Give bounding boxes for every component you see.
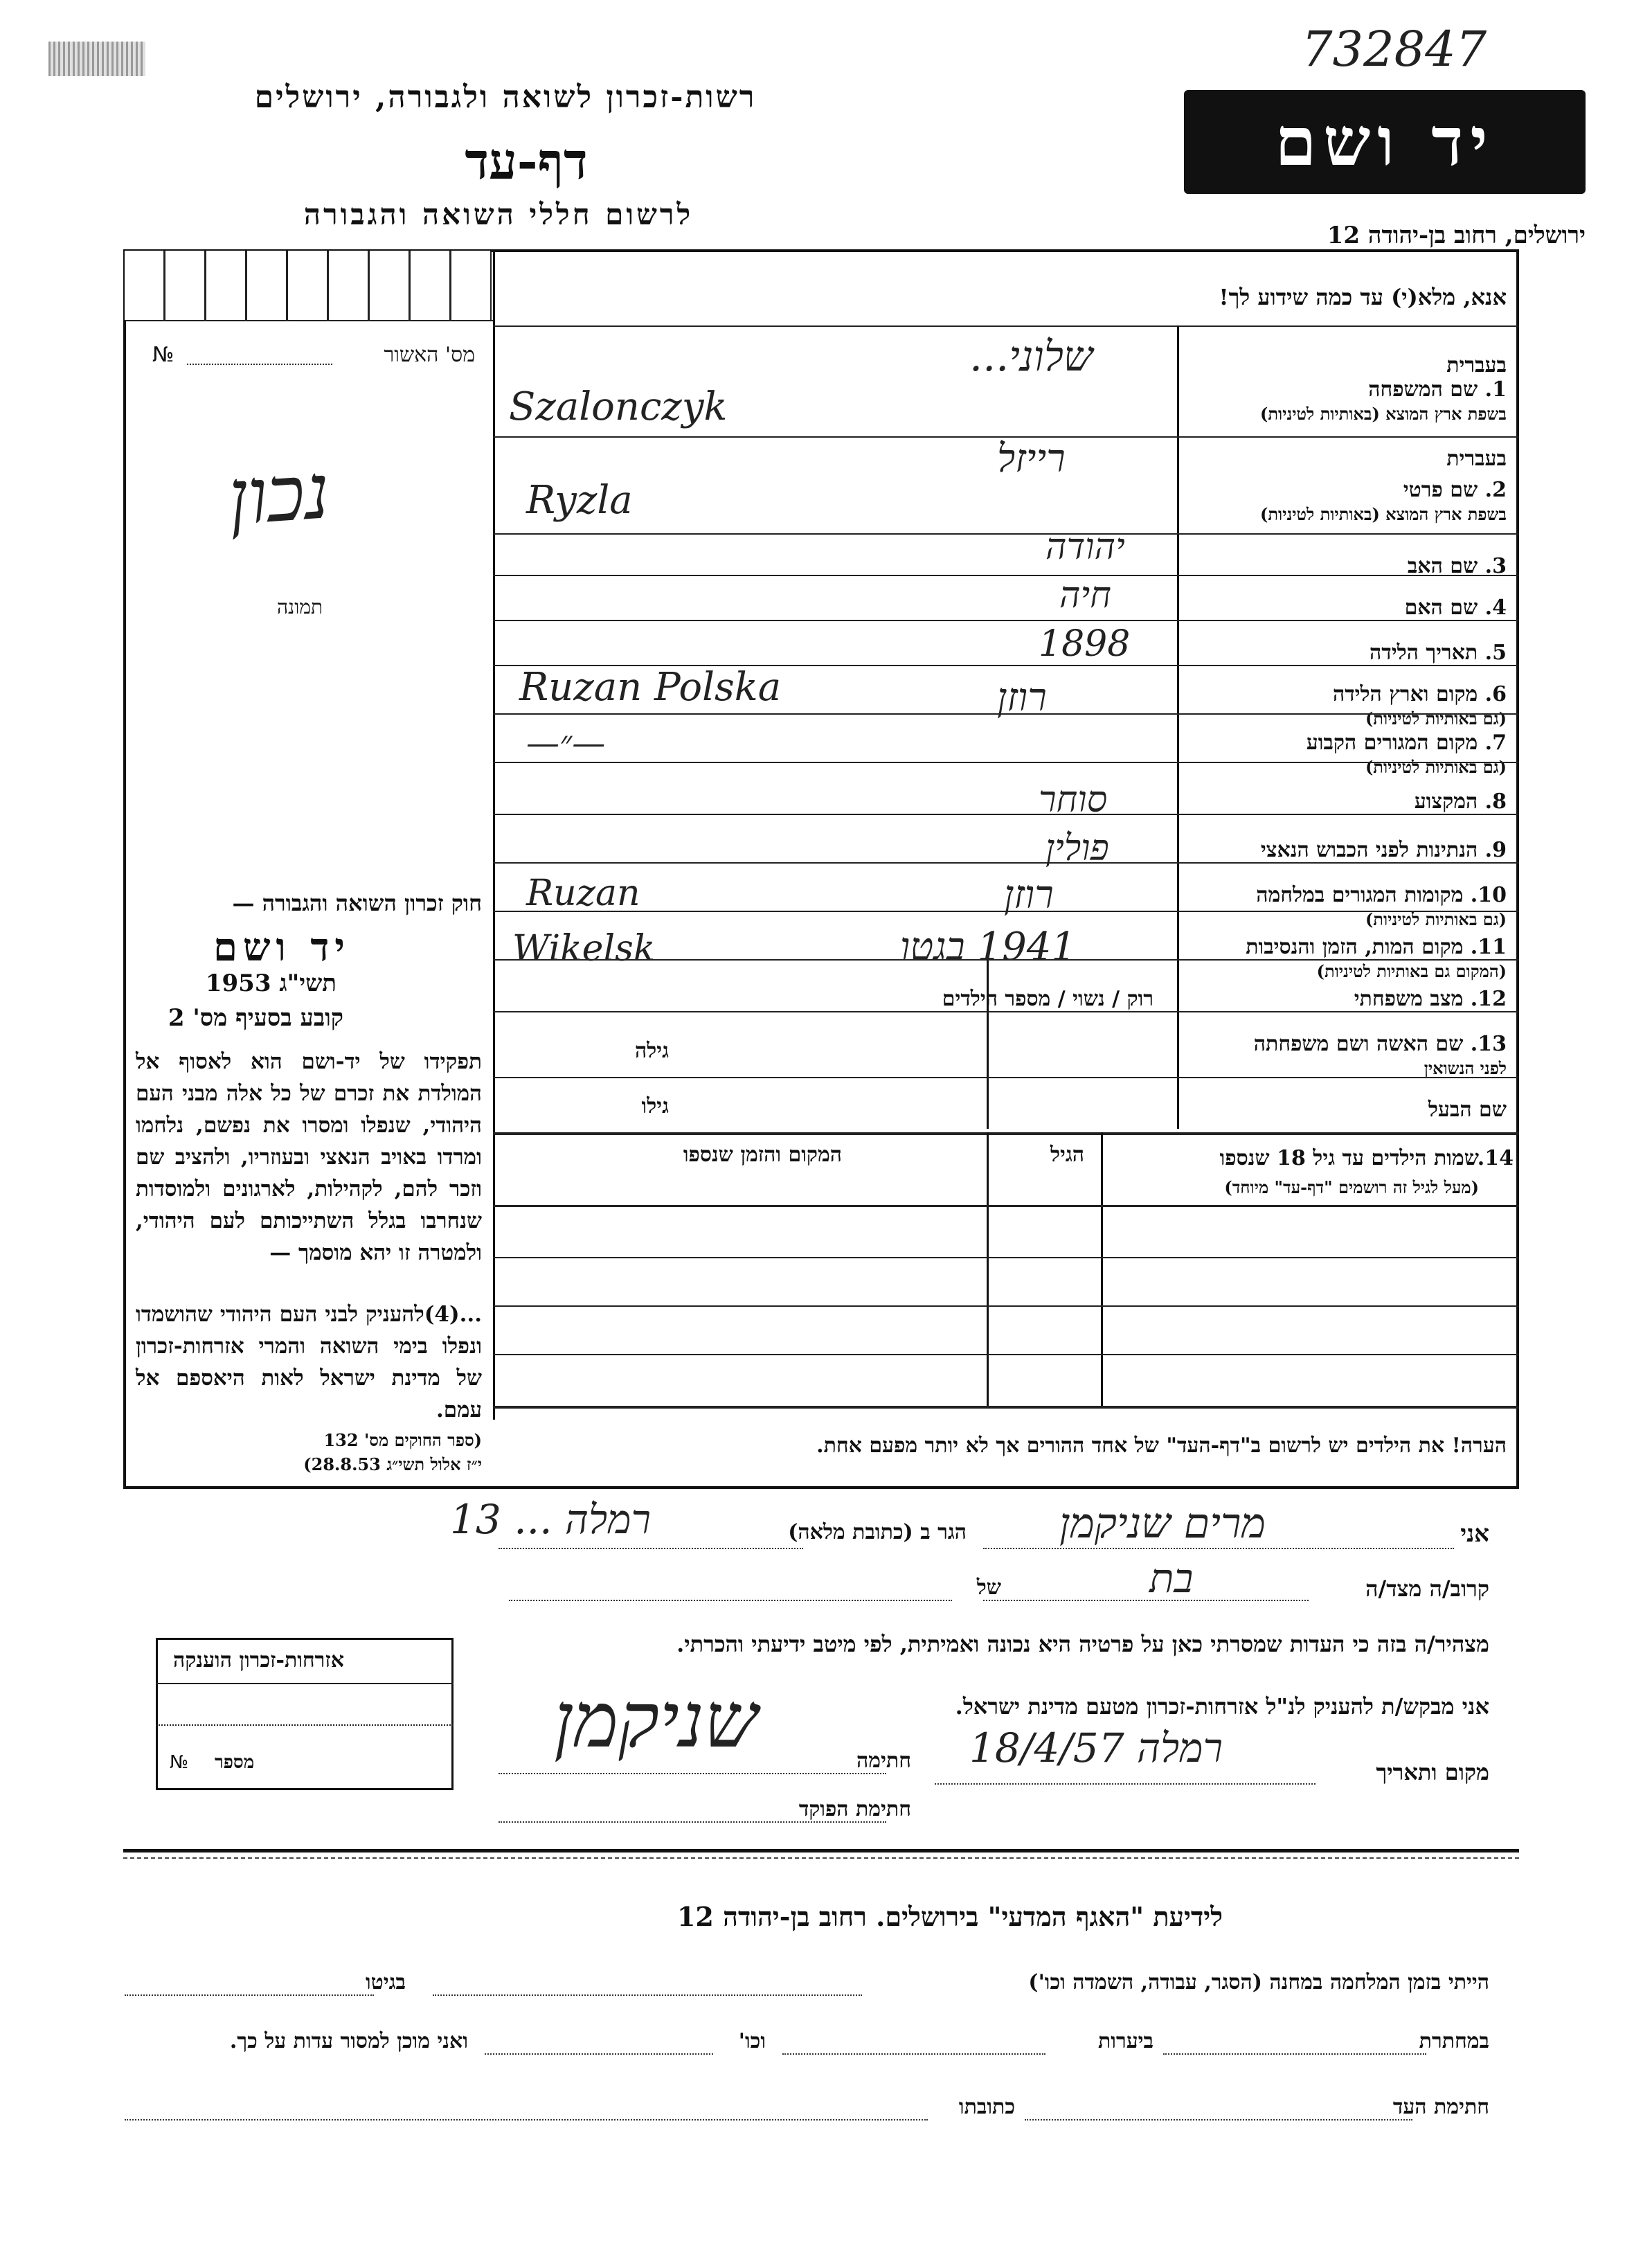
declarant-address: רמלה ... 13: [450, 1496, 651, 1543]
field-label-5: 5. תאריך הלידה: [1370, 641, 1507, 665]
form-title: דף-עד: [465, 132, 588, 190]
given-latin: Ryzla: [526, 478, 633, 523]
wartime-residence-hebrew: רוזן: [1004, 873, 1054, 918]
mother-name: חיה: [1059, 575, 1111, 616]
footer-row1-b: בגיטו: [365, 1970, 406, 1994]
field-rule: [493, 814, 1519, 815]
instruction: אנא, מלא(י) עד כמה שידוע לך!: [1219, 284, 1507, 310]
footer-row1-a: הייתי בזמן המלחמה במחנה (הסגר, עבודה, השמדה וכו'): [1028, 1970, 1489, 1994]
field-sub-11: (המקום גם באותיות לטיניות): [1316, 961, 1507, 981]
field-rule: [493, 620, 1519, 621]
field-rule: [493, 862, 1519, 864]
field-rule: [493, 533, 1519, 535]
field-label-1: 1. שם המשפחה: [1368, 377, 1507, 402]
birth-date: 1898: [1039, 623, 1131, 665]
yad-vashem-logo: [1184, 90, 1586, 194]
photo-label: תמונה: [277, 596, 323, 618]
footer-divider: [123, 1849, 1519, 1852]
field-label-11: 11. מקום המות, הזמן והנסיבות: [1246, 935, 1507, 959]
i-label: אני: [1460, 1520, 1489, 1548]
field-label-4: 4. שם האם: [1404, 596, 1507, 620]
law-ref-2: י״ז אלול תשי״ג 28.8.53): [303, 1454, 482, 1474]
surname-hebrew: שלוני...: [969, 332, 1093, 381]
given-hebrew: רייזל: [997, 436, 1066, 481]
logo-text: יד ושם: [1275, 102, 1495, 181]
footer-title: לידיעת "האגף המדעי" בירושלים. רחוב בן-יהודה 12: [676, 1901, 1223, 1932]
field-label-7: 7. מקום המגורים הקבוע: [1306, 731, 1507, 755]
occupation: סוחר: [1039, 779, 1108, 821]
field-sub-10: (גם באותיות לטיניות): [1365, 909, 1507, 929]
field-sub-2: בשפת ארץ המוצא (באותיות לטיניות): [1260, 504, 1507, 524]
place-column-header: המקום והזמן שנספו: [683, 1143, 842, 1167]
children-number: 14.: [1477, 1146, 1514, 1170]
birthplace-hebrew: רוזן: [997, 675, 1047, 720]
citizenship-number-label: מספר: [215, 1752, 255, 1773]
footer-row2-c: וכו': [738, 2029, 766, 2053]
field-sub-13: לפני הנשואין: [1424, 1058, 1507, 1078]
approval-number-field[interactable]: [187, 364, 332, 365]
child-row[interactable]: [493, 1305, 1519, 1307]
footer-row2-a: במחתרת: [1419, 2029, 1489, 2053]
signature-label: חתימה: [856, 1749, 911, 1773]
relation-value: בת: [1149, 1555, 1194, 1602]
field-label-3: 3. שם האב: [1407, 554, 1507, 578]
declarant-name: מרים שניקמן: [1059, 1499, 1266, 1548]
citizenship-no-sign: №: [170, 1752, 189, 1773]
hebrew-label-2: בעברית: [1446, 447, 1507, 471]
law-ref-1: (ספר החוקים מס' 132: [323, 1430, 482, 1450]
of-label: של: [976, 1575, 1001, 1600]
footer-row2-b: ביערות: [1097, 2029, 1153, 2053]
field-sub-6: (גם באותיות לטיניות): [1365, 708, 1507, 729]
field-label-14: שם הבעל: [1428, 1098, 1507, 1122]
law-text-2: ...(4)להעניק לבני העם היהודי שהושמדו ונפלו בימי השואה והמרי אזרחות-זכרון של מדינת ישראל לאות היאספם אל עמם.: [136, 1302, 482, 1422]
approval-number-label: מס' האשור: [384, 343, 475, 367]
surname-latin: Szalonczyk: [509, 384, 728, 429]
official-signature-label: חתימת הפוקד: [798, 1797, 911, 1821]
child-row[interactable]: [493, 1354, 1519, 1355]
field-rule: [493, 575, 1519, 576]
address: ירושלים, רחוב בן-יהודה 12: [1327, 222, 1586, 249]
document-number: 732847: [1302, 21, 1487, 78]
field-label-2: 2. שם פרטי: [1403, 478, 1507, 502]
tick-boxes: [125, 251, 492, 320]
law-title: חוק זכרון השואה והגבורה —: [232, 890, 482, 916]
approval-no-sign: №: [152, 343, 174, 367]
relative-label: קרוב/ה מצד/ה: [1365, 1575, 1489, 1602]
birthplace-latin: Ruzan Polska: [519, 665, 782, 710]
law-section: קובע בסעיף מס' 2: [168, 1004, 343, 1032]
children-sub: (מעל לגיל זה רושמים "דף-עד" מיוחד): [1224, 1177, 1479, 1197]
field-sub-7: (גם באותיות לטיניות): [1365, 757, 1507, 777]
form-subtitle: לרשום חללי השואה והגבורה: [303, 197, 694, 231]
wartime-residence-latin: Ruzan: [526, 873, 640, 914]
declaration-line-2: אני מבקש/ת להעניק לנ"ל אזרחות-זכרון מטעם מדינת ישראל.: [955, 1693, 1489, 1720]
photo-note: נכון: [225, 447, 332, 542]
institution-name: רשות-זכרון לשואה ולגבורה, ירושלים: [254, 80, 757, 115]
field-rule: [493, 1077, 1519, 1078]
residing-label: הגר ב (כתובת מלאה): [788, 1520, 967, 1544]
field-rule: [493, 1011, 1519, 1012]
law-text: תפקידו של יד-ושם הוא לאסוף אל המולדת את זכרם של כל אלה מבני העם היהודי, שנפלו ומסרו את נפשם, נלחמו ומרדו באויב הנאצי ובעוזריו, ולהציב שם וזכר להם, לקהילות, לארגונים ולמוסדות שנחרבו בגלל השתייכותם לעם היהודי, ולמטרה זו יהא מוסמך —: [136, 1049, 482, 1265]
children-table-top: [493, 1132, 1519, 1135]
field-label-13: 13. שם האשה ושם משפחתה: [1253, 1032, 1507, 1056]
age-column-header: הגיל: [1050, 1143, 1084, 1167]
field-label-9: 9. הנתינות לפני הכבוש הנאצי: [1260, 838, 1507, 862]
footer-row3-a: חתימת העד: [1392, 2095, 1489, 2119]
field-label-10: 10. מקומות המגורים במלחמה: [1256, 883, 1507, 907]
nationality: פולין: [1045, 828, 1109, 869]
law-year: תשי"ג 1953: [205, 970, 336, 997]
field-sub-1: בשפת ארץ המוצא (באותיות לטיניות): [1260, 404, 1507, 424]
scan-mark: [48, 42, 145, 76]
children-label: שמות הילדים עד גיל 18 שנספו: [1219, 1146, 1479, 1170]
left-column-divider: [493, 249, 495, 1420]
footer-row3-b: כתובתו: [958, 2095, 1015, 2119]
place-date-label: מקום ותאריך: [1376, 1759, 1489, 1785]
law-logo: יד ושם: [213, 925, 350, 970]
footer-row2-d: ואני מוכן למסור עדות על כך.: [229, 2029, 468, 2053]
husband-age-label: גילו: [641, 1094, 669, 1118]
field-rule: [493, 762, 1519, 763]
citizenship-title: אזרחות-זכרון הוענקה: [173, 1648, 345, 1672]
place-date: רמלה 18/4/57: [969, 1724, 1223, 1771]
note: הערה! את הילדים יש לרשום ב"דף-העד" של אחד ההורים אך לא יותר מפעם אחת.: [816, 1434, 1507, 1458]
labels-divider: [1177, 325, 1179, 1129]
field-label-8: 8. המקצוע: [1414, 789, 1507, 814]
declaration-line-1: מצהיר/ה בזה כי העדות שמסרתי כאן על פרטיה היא נכונה ואמיתית, לפי מיטב ידיעתי והכרתי.: [676, 1631, 1489, 1657]
field-label-6: 6. מקום וארץ הלידה: [1332, 682, 1507, 706]
signature: שניקמן: [554, 1676, 758, 1765]
field-label-12: 12. מצב משפחתי: [1354, 987, 1507, 1011]
residence-latin: —״—: [526, 724, 606, 762]
wife-age-label: גילה: [634, 1039, 669, 1063]
child-row[interactable]: [493, 1257, 1519, 1258]
hebrew-label-1: בעברית: [1446, 353, 1507, 377]
death-place-hebrew: 1941 בגטו: [900, 925, 1076, 970]
father-name: יהודה: [1045, 526, 1125, 568]
marital-options: רוק / נשוי / מספר הילדים: [942, 987, 1153, 1011]
death-place-latin: Wikelsk: [512, 928, 656, 970]
